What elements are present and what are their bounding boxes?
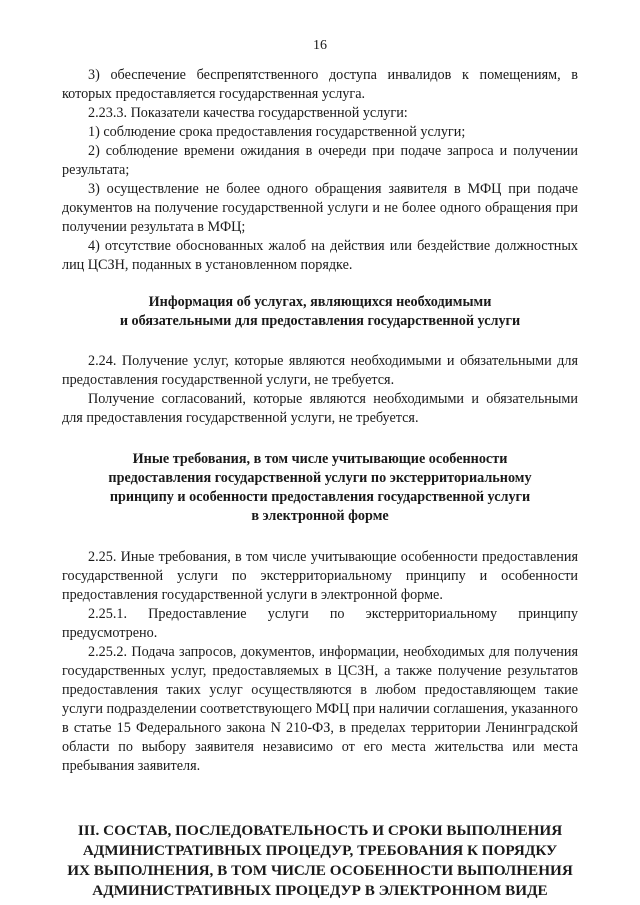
- paragraph: 2.23.3. Показатели качества государственной услуги:: [88, 105, 408, 121]
- heading-line: принципу и особенности предоставления государственной услуги: [109, 489, 531, 505]
- heading-line: АДМИНИСТРАТИВНЫХ ПРОЦЕДУР В ЭЛЕКТРОННОМ ВИДЕ: [92, 882, 548, 899]
- page-number: 16: [313, 38, 327, 53]
- paragraph: 2.25.1. Предоставление услуги по экстерриториальному принципу предусмотрено.: [62, 606, 578, 641]
- paragraph: 2) соблюдение времени ожидания в очереди при подаче запроса и получении результата;: [62, 143, 578, 178]
- heading-line: АДМИНИСТРАТИВНЫХ ПРОЦЕДУР, ТРЕБОВАНИЯ К ПОРЯДКУ: [82, 842, 558, 859]
- chapter-heading-iii: [62, 821, 578, 901]
- section-heading-requirements: [62, 450, 578, 526]
- paragraph: 2.24. Получение услуг, которые являются необходимыми и обязательными для предоставления государственной услуги, не требуется.: [62, 353, 578, 388]
- paragraph: 2.25. Иные требования, в том числе учитывающие особенности предоставления государственной услуги по экстерриториальному принципу и особенности предоставления государственной услуги в электронной форме.: [62, 549, 578, 603]
- paragraph: Получение согласований, которые являются необходимыми и обязательными для предоставления государственной услуги, не требуется.: [62, 391, 578, 426]
- section-heading-services: [62, 293, 578, 331]
- heading-line: и обязательными для предоставления государственной услуги: [119, 313, 521, 329]
- heading-line: III. СОСТАВ, ПОСЛЕДОВАТЕЛЬНОСТЬ И СРОКИ ВЫПОЛНЕНИЯ: [77, 822, 563, 839]
- heading-line: ИХ ВЫПОЛНЕНИЯ, В ТОМ ЧИСЛЕ ОСОБЕННОСТИ ВЫПОЛНЕНИЯ: [67, 862, 573, 879]
- paragraph: 1) соблюдение срока предоставления государственной услуги;: [88, 124, 466, 140]
- heading-line: предоставления государственной услуги по экстерриториальному: [108, 470, 532, 486]
- heading-line: в электронной форме: [251, 508, 389, 524]
- paragraph: 3) обеспечение беспрепятственного доступа инвалидов к помещениям, в которых предоставляется государственная услуга.: [62, 67, 578, 102]
- page-content: [62, 66, 578, 901]
- paragraph: 2.25.2. Подача запросов, документов, информации, необходимых для получения государственных услуг, предоставляемых в ЦСЗН, а также получение результатов предоставления таких услуг осуществляются в любом предоставляющем такие услуги подразделении соответствующего МФЦ при наличии соглашения, указанного в статье 15 Федерального закона N 210-ФЗ, в пределах территории Ленинградской области по выбору заявителя независимо от его места жительства или места пребывания заявителя.: [62, 644, 578, 774]
- paragraph: 3) осуществление не более одного обращения заявителя в МФЦ при подаче документов на получение государственной услуги и не более одного обращения при получении результата в МФЦ;: [62, 181, 578, 235]
- heading-line: Информация об услугах, являющихся необходимыми: [148, 294, 492, 310]
- heading-line: Иные требования, в том числе учитывающие особенности: [132, 451, 508, 467]
- paragraph: 4) отсутствие обоснованных жалоб на действия или бездействие должностных лиц ЦСЗН, поданных в установленном порядке.: [62, 238, 578, 273]
